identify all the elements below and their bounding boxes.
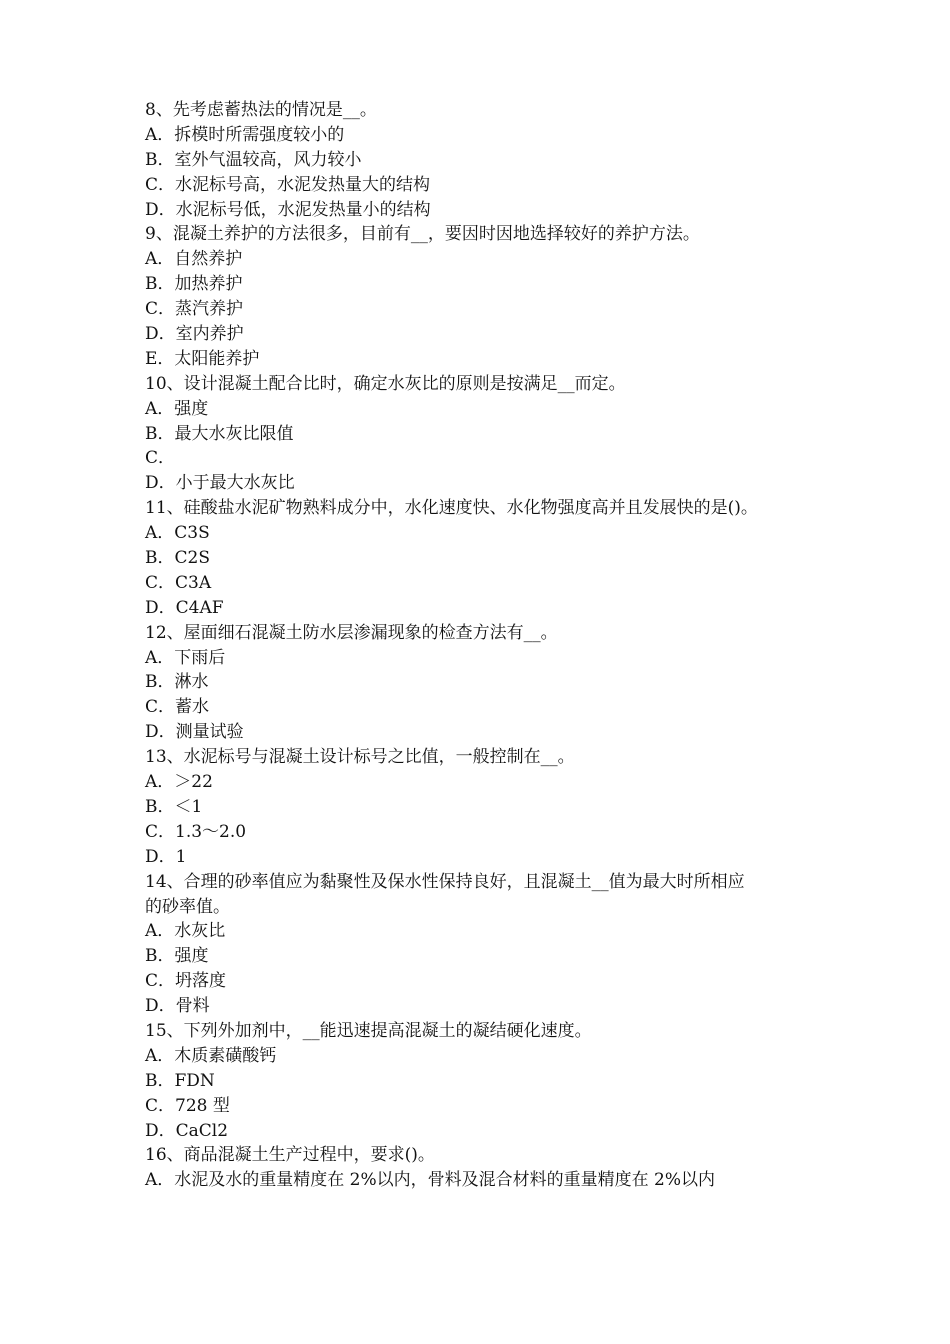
question-9-option-c: C．蒸汽养护 <box>145 299 244 320</box>
question-14-option-b: B．强度 <box>145 946 209 967</box>
question-13-option-a: A．＞22 <box>145 772 213 793</box>
question-14: 14、合理的砂率值应为黏聚性及保水性保持良好，且混凝土__值为最大时所相应 <box>145 871 745 892</box>
question-8-option-c: C．水泥标号高，水泥发热量大的结构 <box>145 174 431 195</box>
question-9-option-b: B．加热养护 <box>145 274 243 295</box>
question-13-option-b: B．＜1 <box>145 796 203 817</box>
question-11-option-c: C．C3A <box>145 572 212 593</box>
question-13-option-c: C．1.3～2.0 <box>145 821 247 842</box>
question-8: 8、先考虑蓄热法的情况是__。 <box>145 100 377 120</box>
question-10-option-a: A．强度 <box>145 398 209 419</box>
question-9-option-d: D．室内养护 <box>145 324 244 345</box>
question-16: 16、商品混凝土生产过程中，要求()。 <box>145 1145 435 1166</box>
question-15-option-c: C．728 型 <box>145 1095 230 1116</box>
question-8-option-d: D．水泥标号低，水泥发热量小的结构 <box>145 199 431 220</box>
question-14-option-a: A．水灰比 <box>145 921 226 942</box>
question-12-option-d: D．测量试验 <box>145 722 244 743</box>
question-12-option-a: A．下雨后 <box>145 647 226 668</box>
question-10: 10、设计混凝土配合比时，确定水灰比的原则是按满足__而定。 <box>145 373 626 394</box>
question-9-option-e: E．太阳能养护 <box>145 348 260 369</box>
question-12-option-b: B．淋水 <box>145 672 209 693</box>
document-page <box>145 98 825 1193</box>
question-10-option-d: D．小于最大水灰比 <box>145 473 295 494</box>
question-8-option-a: A．拆模时所需强度较小的 <box>145 124 345 145</box>
question-11-option-b: B．C2S <box>145 548 210 569</box>
question-15-option-d: D．CaCl2 <box>145 1120 229 1141</box>
question-15: 15、下列外加剂中，__能迅速提高混凝土的凝结硬化速度。 <box>145 1020 592 1041</box>
question-8-option-b: B．室外气温较高，风力较小 <box>145 149 362 170</box>
question-15-option-b: B．FDN <box>145 1070 215 1091</box>
question-9: 9、混凝土养护的方法很多，目前有__，要因时因地选择较好的养护方法。 <box>145 224 700 245</box>
question-9-option-a: A．自然养护 <box>145 249 243 270</box>
question-14-option-c: C．坍落度 <box>145 971 227 992</box>
question-14-continued: 的砂率值。 <box>145 896 230 917</box>
question-11-option-d: D．C4AF <box>145 597 224 618</box>
question-12-option-c: C．蓄水 <box>145 697 210 718</box>
question-13: 13、水泥标号与混凝土设计标号之比值，一般控制在__。 <box>145 747 575 768</box>
question-11: 11、硅酸盐水泥矿物熟料成分中，水化速度快、水化物强度高并且发展快的是()。 <box>145 498 758 519</box>
question-11-option-a: A．C3S <box>145 523 210 544</box>
question-12: 12、屋面细石混凝土防水层渗漏现象的检查方法有__。 <box>145 622 558 643</box>
question-13-option-d: D．1 <box>145 846 187 867</box>
question-16-option-a: A．水泥及水的重量精度在 2%以内，骨料及混合材料的重量精度在 2%以内 <box>145 1170 716 1191</box>
question-10-option-b: B．最大水灰比限值 <box>145 423 294 444</box>
question-10-option-c: C． <box>145 448 176 469</box>
question-14-option-d: D．骨料 <box>145 996 210 1017</box>
question-15-option-a: A．木质素磺酸钙 <box>145 1045 277 1066</box>
